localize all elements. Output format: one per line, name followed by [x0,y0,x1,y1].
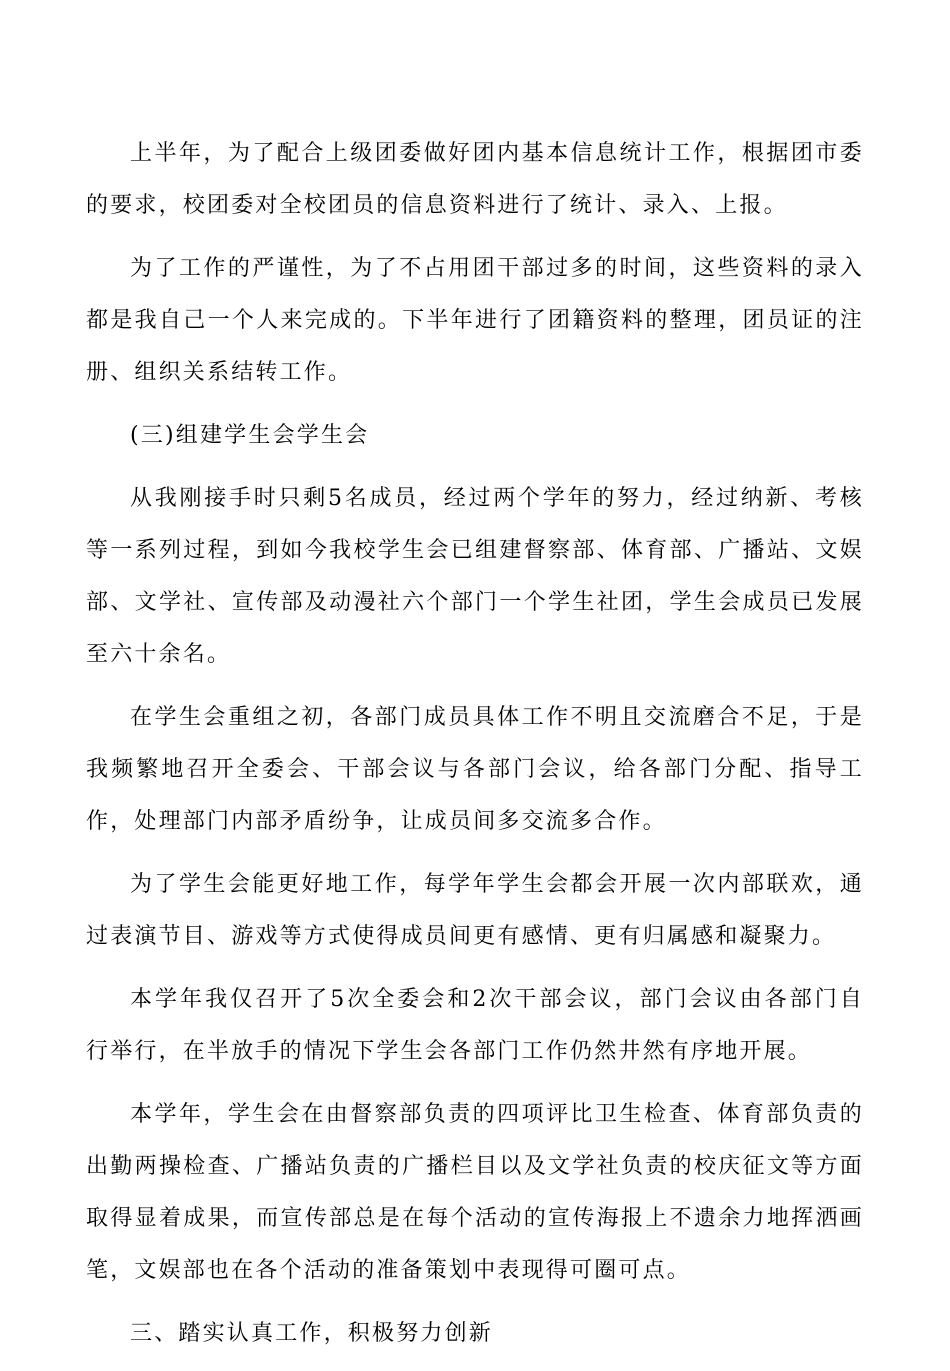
section-heading-student-union: (三)组建学生会学生会 [130,423,370,448]
paragraph-meetings: 本学年我仅召开了5次全委会和2次干部会议，部门会议由各部门自行举行，在半放手的情况下学生会各部门工作仍然井然有序地开展。 [86,987,864,1064]
paragraph-team-info-statistics: 上半年，为了配合上级团委做好团内基本信息统计工作，根据团市委的要求，校团委对全校团员的信息资料进行了统计、录入、上报。 [86,141,864,218]
paragraph-data-entry: 为了工作的严谨性，为了不占用团干部过多的时间，这些资料的录入都是我自己一个人来完成的。下半年进行了团籍资料的整理，团员证的注册、组织关系结转工作。 [86,256,864,385]
document-body [86,128,864,1371]
paragraph-achievements: 本学年，学生会在由督察部负责的四项评比卫生检查、体育部负责的出勤两操检查、广播站负责的广播栏目以及文学社负责的校庆征文等方面取得显着成果，而宣传部总是在每个活动的宣传海报上不遗余力地挥洒画笔，文娱部也在各个活动的准备策划中表现得可圈可点。 [86,1102,864,1283]
paragraph-union-growth: 从我刚接手时只剩5名成员，经过两个学年的努力，经过纳新、考核等一系列过程，到如今我校学生会已组建督察部、体育部、广播站、文娱部、文学社、宣传部及动漫社六个部门一个学生社团，学生会成员已发展至六十余名。 [86,486,864,667]
paragraph-union-reorganization: 在学生会重组之初，各部门成员具体工作不明且交流磨合不足，于是我频繁地召开全委会、干部会议与各部门会议，给各部门分配、指导工作，处理部门内部矛盾纷争，让成员间多交流多合作。 [86,705,864,834]
paragraph-internal-party: 为了学生会能更好地工作，每学年学生会都会开展一次内部联欢，通过表演节目、游戏等方式使得成员间更有感情、更有归属感和凝聚力。 [86,872,864,949]
section-heading-innovation: 三、踏实认真工作，积极努力创新 [130,1321,494,1346]
